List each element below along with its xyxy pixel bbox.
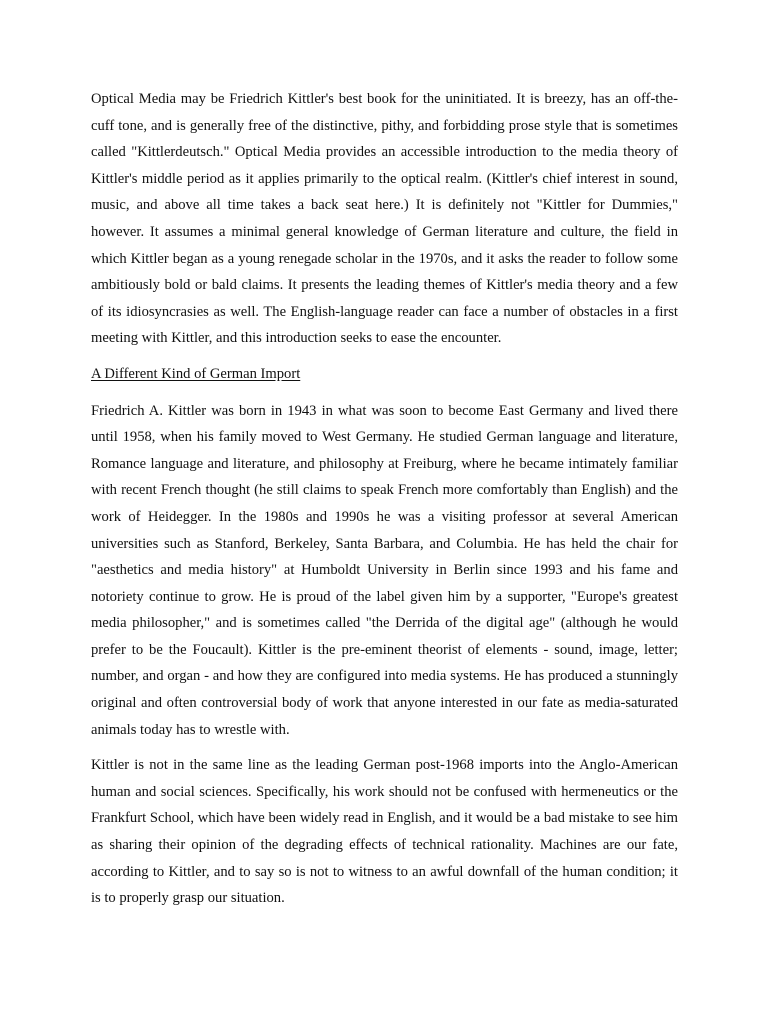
context-paragraph: Kittler is not in the same line as the leading German post-1968 imports into the Anglo-American human and social sciences. Specifically, his work should not be confused with hermeneutics or the Frankfurt School, which have been widely read in English, and it would be a bad mistake to see him as sharing their opinion of the degrading effects of technical rationality. Machines are our fate, according to Kittler, and to say so is not to witness to an awful downfall of the human condition; it is to properly grasp our situation.	[91, 757, 678, 907]
biography-paragraph: Friedrich A. Kittler was born in 1943 in what was soon to become East Germany and lived there until 1958, when his family moved to West Germany. He studied German language and literature, Romance language and literature, and philosophy at Freiburg, where he became intimately familiar with recent French thought (he still claims to speak French more comfortably than English) and the work of Heidegger. In the 1980s and 1990s he was a visiting professor at several American universities such as Stanford, Berkeley, Santa Barbara, and Columbia. He has held the chair for "aesthetics and media history" at Humboldt University in Berlin since 1993 and his fame and notoriety continue to grow. He is proud of the label given him by a supporter, "Europe's greatest media philosopher," and is sometimes called "the Derrida of the digital age" (although he would prefer to be the Foucault). Kittler is the pre-eminent theorist of elements - sound, image, letter; number, and organ - and how they are configured into media systems. He has produced a stunningly original and often controversial body of work that anyone interested in our fate as media-saturated animals today has to wrestle with.	[91, 402, 678, 738]
document-page	[91, 86, 678, 921]
section-heading: A Different Kind of German Import	[91, 365, 301, 382]
intro-paragraph: Optical Media may be Friedrich Kittler's best book for the uninitiated. It is breezy, has an off-the-cuff tone, and is generally free of the distinctive, pithy, and forbidding prose style that is sometimes called "Kittlerdeutsch." Optical Media provides an accessible introduction to the media theory of Kittler's middle period as it applies primarily to the optical realm. (Kittler's chief interest in sound, music, and above all time takes a back seat here.) It is definitely not "Kittler for Dummies," however. It assumes a minimal general knowledge of German literature and culture, the field in which Kittler began as a young renegade scholar in the 1970s, and it asks the reader to follow some ambitiously bold or bald claims. It presents the leading themes of Kittler's media theory and a few of its idiosyncrasies as well. The English-language reader can face a number of obstacles in a first meeting with Kittler, and this introduction seeks to ease the encounter.	[91, 91, 678, 347]
